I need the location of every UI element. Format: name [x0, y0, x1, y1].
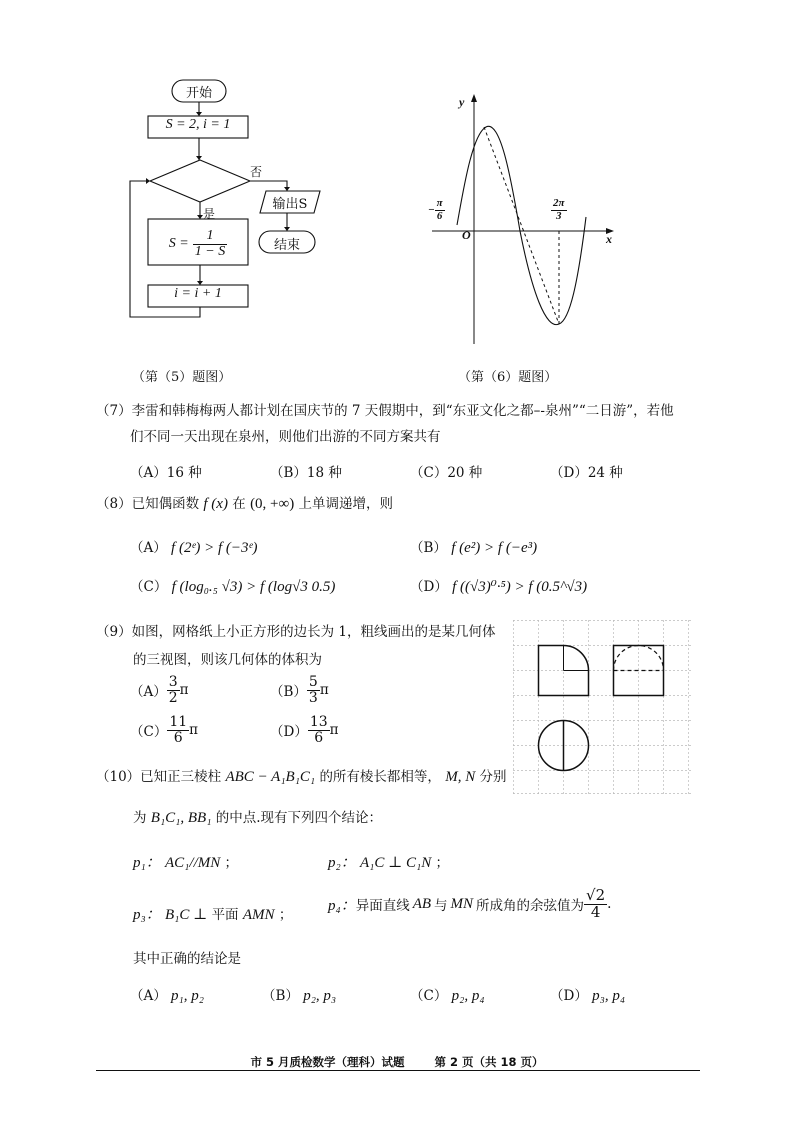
flow-decision-diamond: [150, 160, 250, 202]
q9-d-den: 6: [314, 729, 324, 746]
q10-p4-post: 所成角的余弦值为: [476, 898, 585, 915]
flow-end-label: 结束: [273, 238, 300, 253]
q10-line2-post: 的中点.现有下列四个结论：: [215, 810, 383, 826]
q10-p3-plane: 平面: [211, 907, 239, 923]
q10-p3-amn: AMN: [242, 907, 275, 923]
q8-opt-a-expr: f (2ᵉ) > f (−3ᵉ): [171, 540, 258, 556]
q9-d-label: （D）: [270, 724, 308, 741]
q9-c-label: （C）: [130, 724, 168, 741]
q10-p4: [328, 888, 611, 921]
q9-d-tail: π: [329, 722, 339, 739]
left-tick-label: [428, 198, 445, 222]
flow-assign-den: 1 − S: [194, 243, 226, 259]
q8-option-a: [130, 536, 257, 557]
q10-option-a: [130, 984, 204, 1005]
q8-option-d: [410, 575, 587, 596]
q9-b-den: 3: [308, 689, 318, 706]
q10-opt-c-label: （C）: [410, 988, 448, 1004]
q10-p3-end: ；: [278, 907, 293, 923]
q10-p4-pre: 异面直线: [355, 898, 410, 915]
three-view-grid-figure: [513, 620, 691, 794]
q9-d-num: 13: [309, 714, 328, 730]
q9-b-fraction: [307, 675, 320, 705]
q8-opt-a-label: （A）: [130, 540, 167, 556]
q9-option-b: [270, 675, 329, 705]
q9-option-d: [270, 715, 339, 745]
q8-opt-b-label: （B）: [410, 540, 447, 556]
q8-opt-d-expr: f ((√3)⁰·⁵) > f (0.5^√3): [452, 579, 588, 595]
q10-p1-expr: AC₁//MN: [165, 855, 221, 871]
q9-line1: （9）如图，网格纸上小正方形的边长为 1，粗线画出的是某几何体: [96, 624, 496, 640]
q8-option-b: [410, 536, 537, 557]
q9-a-num: 3: [168, 674, 178, 690]
q9-a-tail: π: [179, 682, 189, 699]
q9-line2: 的三视图，则该几何体的体积为: [133, 652, 322, 668]
flow-assign-fraction: [193, 229, 227, 259]
q8-opt-c-label: （C）: [130, 579, 168, 595]
sine-graph-figure: [420, 92, 620, 352]
y-axis-label: y: [459, 95, 465, 109]
flow-start-label: 开始: [185, 86, 212, 101]
q10-p1: [133, 851, 238, 872]
flow-assign-lhs: S =: [168, 236, 189, 251]
q7-option-a: （A）16 种: [130, 465, 202, 481]
q10-opt-b-label: （B）: [262, 988, 299, 1004]
q8-stem: [96, 492, 393, 513]
q9-b-label: （B）: [270, 684, 307, 701]
q9-a-label: （A）: [130, 684, 167, 701]
q9-b-tail: π: [319, 682, 329, 699]
q10-p3: [133, 903, 292, 924]
dashed-chord: [484, 127, 559, 324]
q9-c-tail: π: [189, 722, 199, 739]
q9-d-fraction: [308, 715, 330, 745]
q10-line2-pts: B₁C₁, BB₁: [150, 810, 212, 826]
figure6-caption: （第（6）题图）: [458, 370, 558, 385]
q8-opt-b-expr: f (e²) > f (−e³): [451, 540, 538, 556]
q10-p4-fraction: [584, 888, 607, 921]
q9-a-den: 2: [168, 689, 178, 706]
q10-line2: [133, 806, 382, 827]
q10-option-c: [410, 984, 485, 1005]
q10-line1-mn: M, N: [445, 769, 476, 785]
q8-opt-d-label: （D）: [410, 579, 448, 595]
footer: [0, 1054, 794, 1070]
q10-option-d: [550, 984, 625, 1005]
q8-opt-c-expr: f (log₀.₅ √3) > f (log√3 0.5): [171, 579, 336, 595]
q10-p4-den: 4: [590, 902, 601, 921]
q10-line1-pre: （10）已知正三棱柱: [96, 769, 222, 785]
q10-opt-a-expr: p₁, p₂: [171, 988, 204, 1004]
q10-line1: [96, 765, 507, 786]
q10-line1-post: 分别: [479, 769, 507, 785]
q10-opt-a-label: （A）: [130, 988, 167, 1004]
right-tick-num: 2π: [553, 197, 565, 209]
q10-p2: [328, 851, 449, 872]
right-tick-label: [551, 198, 567, 222]
sine-curve: [457, 126, 586, 324]
q8-stem-pre: （8）已知偶函数: [96, 496, 200, 512]
q8-stem-fx: f (x): [203, 496, 228, 512]
right-tick-fraction: [551, 198, 567, 222]
q10-p4-end: .: [607, 896, 612, 913]
q10-p2-label: p₂：: [328, 855, 356, 871]
figure5-caption: （第（5）题图）: [132, 370, 232, 385]
q10-p2-end: ；: [435, 855, 450, 871]
flow-increment-label: i = i + 1: [174, 286, 222, 301]
q8-option-c: [130, 575, 335, 596]
flow-init-label: S = 2, i = 1: [165, 117, 231, 132]
right-tick-den: 3: [556, 209, 562, 222]
q10-p1-label: p₁：: [133, 855, 161, 871]
q10-p3-label: p₃：: [133, 907, 161, 923]
q10-p2-expr: A₁C ⊥ C₁N: [360, 855, 432, 871]
q9-c-fraction: [167, 715, 189, 745]
q7-option-c: （C）20 种: [410, 465, 483, 481]
q10-opt-b-expr: p₂, p₃: [303, 988, 337, 1004]
q9-b-num: 5: [308, 674, 318, 690]
footer-page: 第 2 页（共 18 页）: [434, 1055, 544, 1069]
q10-p3-expr: B₁C ⊥: [165, 907, 208, 923]
flow-no-label: 否: [250, 165, 263, 179]
left-tick-num: π: [436, 197, 443, 209]
x-axis-label: x: [606, 232, 612, 246]
q10-line1-mid: 的所有棱长都相等，: [319, 769, 441, 785]
left-tick-den: 6: [436, 209, 443, 222]
flow-output-label: 输出S: [272, 197, 308, 212]
q10-p4-num: √2: [586, 886, 606, 904]
q7-option-b: （B）18 种: [270, 465, 342, 481]
q9-c-den: 6: [173, 729, 183, 746]
flow-assign-label: [148, 222, 248, 266]
q9-option-c: [130, 715, 198, 745]
origin-label: O: [462, 228, 471, 242]
flow-yes-label: 是: [203, 207, 216, 221]
q8-stem-interval: (0, +∞): [250, 496, 295, 512]
q10-p4-mn: MN: [450, 895, 474, 912]
q8-stem-post: 上单调递增，则: [298, 496, 394, 512]
q10-opt-d-expr: p₃, p₄: [592, 988, 626, 1004]
q10-p1-end: ；: [224, 855, 239, 871]
q9-c-num: 11: [169, 714, 188, 730]
q9-a-fraction: [167, 675, 180, 705]
left-tick-fraction: [435, 198, 445, 222]
q10-p4-ab: AB: [412, 895, 432, 912]
flow-assign-num: 1: [193, 229, 227, 245]
footer-title: 市 5 月质检数学（理科）试题: [250, 1055, 405, 1069]
q10-conclusion: 其中正确的结论是: [133, 951, 241, 967]
q7-option-d: （D）24 种: [550, 465, 623, 481]
q10-option-b: [262, 984, 336, 1005]
q10-line2-pre: 为: [133, 810, 147, 826]
q10-line1-prism: ABC − A₁B₁C₁: [225, 769, 316, 785]
q10-p4-label: p₄：: [328, 897, 356, 914]
q9-option-a: [130, 675, 189, 705]
q7-line1: （7）李雷和韩梅梅两人都计划在国庆节的 7 天假期中，到“东亚文化之都–-泉州”“二日游”，若他: [96, 403, 674, 419]
q10-p4-mid: 与: [434, 898, 448, 915]
footer-rule: [96, 1070, 700, 1071]
q8-stem-mid: 在: [232, 496, 246, 512]
q10-opt-c-expr: p₂, p₄: [451, 988, 485, 1004]
left-tick-sign: −: [428, 204, 435, 217]
q7-line2: 们不同一天出现在泉州，则他们出游的不同方案共有: [130, 429, 441, 445]
q10-opt-d-label: （D）: [550, 988, 588, 1004]
